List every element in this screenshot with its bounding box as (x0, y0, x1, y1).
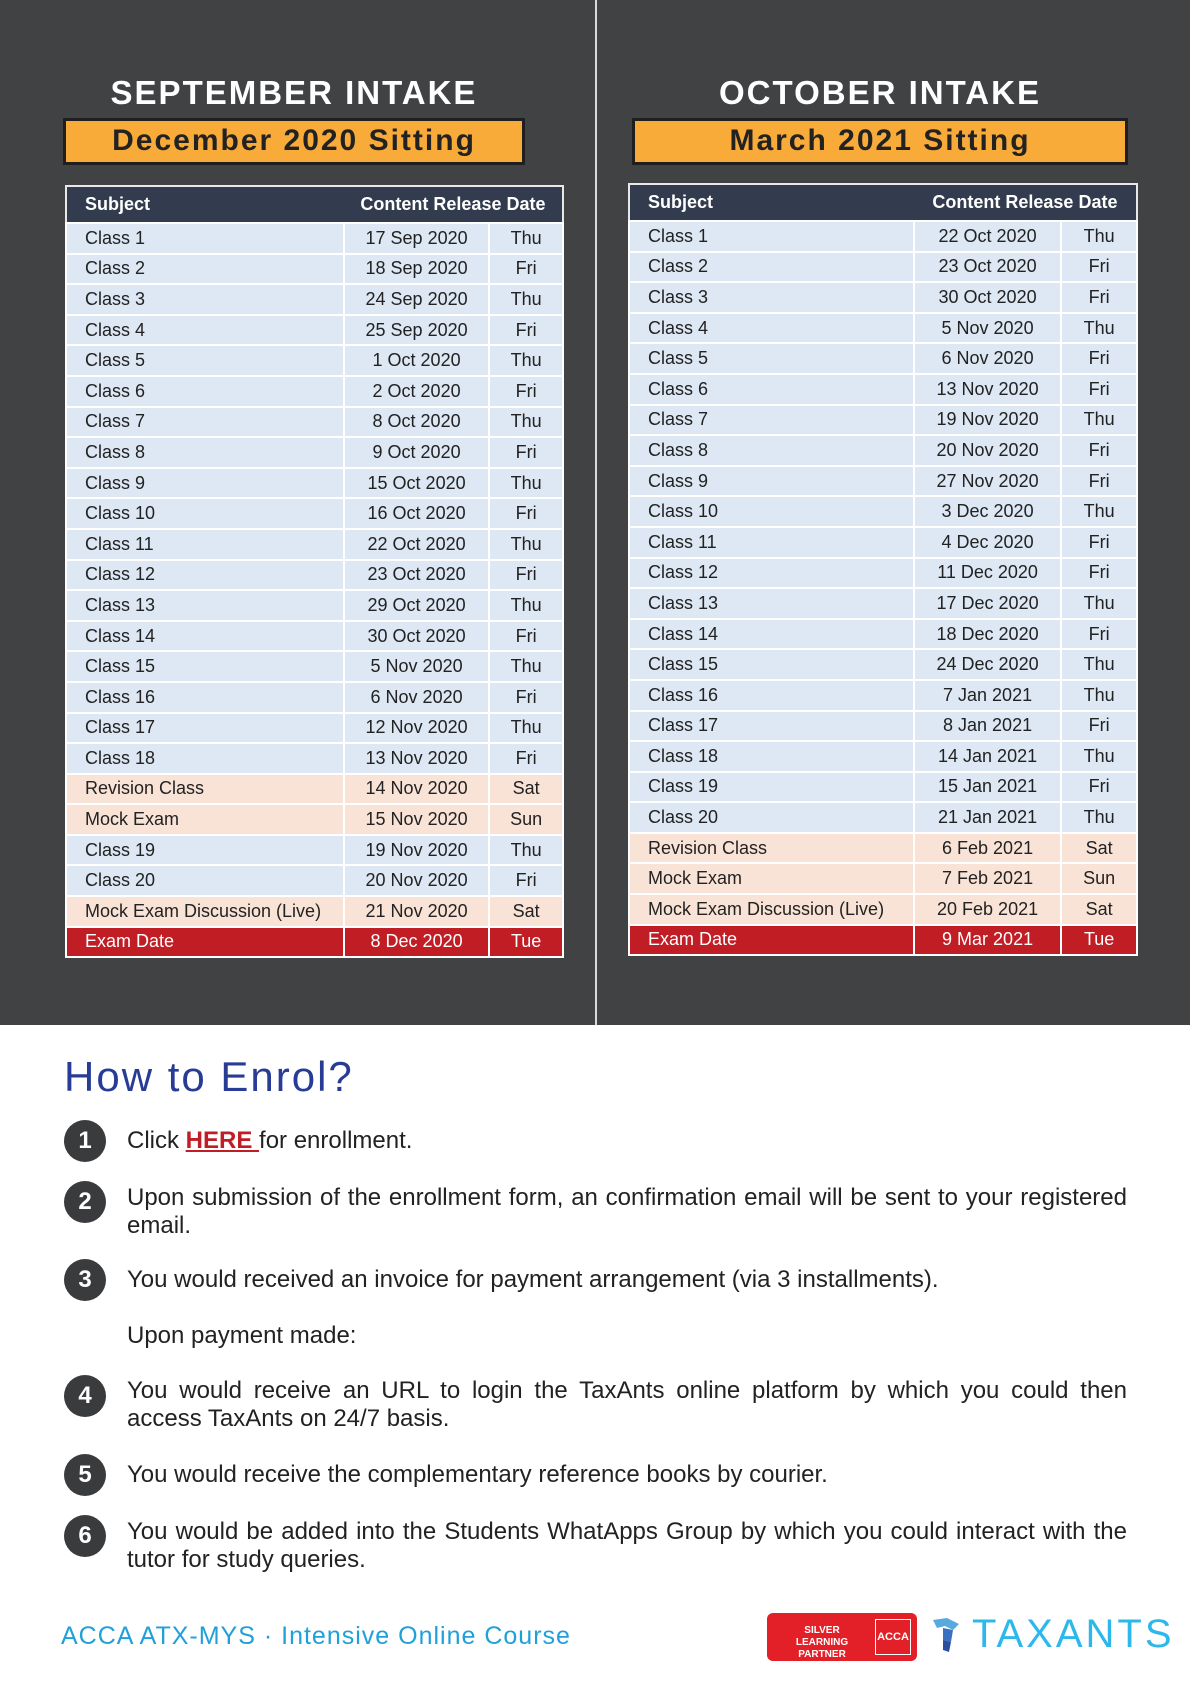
schedule-row (66, 621, 563, 652)
date-cell: 14 Nov 2020 (344, 774, 489, 805)
schedule-row (629, 221, 1137, 252)
date-cell: 30 Oct 2020 (344, 621, 489, 652)
schedule-row (66, 590, 563, 621)
schedule-row (66, 651, 563, 682)
subject-cell: Class 2 (629, 252, 914, 283)
subject-cell: Class 11 (66, 529, 344, 560)
subject-cell: Class 7 (66, 407, 344, 438)
date-cell: 25 Sep 2020 (344, 315, 489, 346)
date-cell: 14 Jan 2021 (914, 741, 1061, 772)
step-number-icon: 2 (64, 1181, 106, 1223)
day-cell: Tue (1061, 925, 1137, 956)
release-date-header: Content Release Date (914, 184, 1137, 221)
subject-cell: Class 16 (629, 680, 914, 711)
date-cell: 4 Dec 2020 (914, 527, 1061, 558)
schedule-row (66, 743, 563, 774)
day-cell: Thu (489, 713, 563, 744)
date-cell: 17 Dec 2020 (914, 588, 1061, 619)
date-cell: 23 Oct 2020 (344, 560, 489, 591)
date-cell: 21 Nov 2020 (344, 896, 489, 927)
date-cell: 23 Oct 2020 (914, 252, 1061, 283)
schedule-row (66, 529, 563, 560)
schedule-row (629, 772, 1137, 803)
date-cell: 8 Oct 2020 (344, 407, 489, 438)
schedule-row (629, 649, 1137, 680)
subject-cell: Exam Date (629, 925, 914, 956)
schedule-row (66, 682, 563, 713)
day-cell: Thu (489, 284, 563, 315)
step-text: You would received an invoice for payment arrangement (via 3 installments). (127, 1266, 939, 1293)
schedule-row (629, 252, 1137, 283)
date-cell: 3 Dec 2020 (914, 496, 1061, 527)
date-cell: 6 Feb 2021 (914, 833, 1061, 864)
day-cell: Thu (489, 223, 563, 254)
date-cell: 20 Nov 2020 (344, 865, 489, 896)
sitting-banner: March 2021 Sitting (632, 118, 1128, 165)
step-text: Upon submission of the enrollment form, an confirmation email will be sent to your registered email. (127, 1184, 1127, 1239)
schedule-row (629, 925, 1137, 956)
date-cell: 22 Oct 2020 (914, 221, 1061, 252)
day-cell: Thu (1061, 405, 1137, 436)
acca-logo: ACCA (875, 1619, 911, 1655)
step-number-icon: 6 (64, 1515, 106, 1557)
subject-cell: Revision Class (629, 833, 914, 864)
schedule-row (629, 374, 1137, 405)
day-cell: Thu (1061, 313, 1137, 344)
day-cell: Fri (489, 498, 563, 529)
subject-cell: Class 1 (66, 223, 344, 254)
date-cell: 5 Nov 2020 (914, 313, 1061, 344)
date-cell: 12 Nov 2020 (344, 713, 489, 744)
schedule-row (66, 223, 563, 254)
step-text: for enrollment. (259, 1127, 413, 1154)
date-cell: 15 Oct 2020 (344, 468, 489, 499)
subject-cell: Class 8 (629, 435, 914, 466)
subject-cell: Class 15 (629, 649, 914, 680)
day-cell: Sat (489, 896, 563, 927)
subject-cell: Class 8 (66, 437, 344, 468)
day-cell: Fri (1061, 435, 1137, 466)
schedule-row (66, 284, 563, 315)
subject-cell: Class 14 (629, 619, 914, 650)
date-cell: 13 Nov 2020 (344, 743, 489, 774)
schedule-row (66, 376, 563, 407)
subject-cell: Class 7 (629, 405, 914, 436)
subject-cell: Class 18 (66, 743, 344, 774)
subject-cell: Class 16 (66, 682, 344, 713)
schedule-row (629, 741, 1137, 772)
date-cell: 18 Sep 2020 (344, 254, 489, 285)
subject-cell: Class 12 (629, 558, 914, 589)
date-cell: 7 Jan 2021 (914, 680, 1061, 711)
step-text: You would be added into the Students WhatApps Group by which you could interact with the tutor for study queries. (127, 1518, 1127, 1573)
subject-header: Subject (66, 186, 344, 223)
subject-cell: Class 4 (629, 313, 914, 344)
badge-text: SILVER LEARNING PARTNER (795, 1625, 849, 1660)
day-cell: Fri (489, 743, 563, 774)
day-cell: Sun (489, 804, 563, 835)
day-cell: Tue (489, 927, 563, 958)
date-cell: 20 Feb 2021 (914, 894, 1061, 925)
schedule-row (629, 496, 1137, 527)
day-cell: Thu (489, 651, 563, 682)
step-text: You would receive the complementary reference books by courier. (127, 1461, 828, 1488)
schedule-row (66, 835, 563, 866)
day-cell: Thu (1061, 649, 1137, 680)
date-cell: 15 Jan 2021 (914, 772, 1061, 803)
day-cell: Fri (489, 682, 563, 713)
date-cell: 18 Dec 2020 (914, 619, 1061, 650)
day-cell: Thu (489, 407, 563, 438)
schedule-row (66, 315, 563, 346)
schedule-row (66, 560, 563, 591)
subject-cell: Class 3 (629, 282, 914, 313)
day-cell: Fri (489, 621, 563, 652)
subject-cell: Class 14 (66, 621, 344, 652)
schedule-row (66, 407, 563, 438)
schedule-row (629, 343, 1137, 374)
subject-cell: Class 17 (66, 713, 344, 744)
step-text: Click (127, 1127, 186, 1154)
enroll-here-link[interactable]: HERE (185, 1127, 260, 1154)
day-cell: Thu (1061, 588, 1137, 619)
schedule-row (629, 619, 1137, 650)
september-schedule-table (65, 185, 564, 958)
schedule-row (66, 254, 563, 285)
october-schedule-table (628, 183, 1138, 956)
subject-cell: Class 20 (629, 802, 914, 833)
subject-cell: Class 5 (66, 345, 344, 376)
day-cell: Fri (1061, 527, 1137, 558)
schedule-row (66, 896, 563, 927)
date-cell: 27 Nov 2020 (914, 466, 1061, 497)
subject-cell: Class 12 (66, 560, 344, 591)
day-cell: Thu (1061, 680, 1137, 711)
day-cell: Sat (1061, 833, 1137, 864)
day-cell: Thu (489, 468, 563, 499)
schedule-row (66, 713, 563, 744)
enrol-heading: How to Enrol? (64, 1053, 354, 1100)
date-cell: 20 Nov 2020 (914, 435, 1061, 466)
subject-cell: Class 9 (629, 466, 914, 497)
payment-note: Upon payment made: (127, 1322, 357, 1349)
date-cell: 11 Dec 2020 (914, 558, 1061, 589)
day-cell: Fri (1061, 374, 1137, 405)
day-cell: Thu (1061, 221, 1137, 252)
day-cell: Sat (1061, 894, 1137, 925)
subject-cell: Class 4 (66, 315, 344, 346)
date-cell: 15 Nov 2020 (344, 804, 489, 835)
day-cell: Sun (1061, 863, 1137, 894)
schedule-row (629, 588, 1137, 619)
day-cell: Thu (489, 835, 563, 866)
date-cell: 19 Nov 2020 (344, 835, 489, 866)
schedule-row (66, 437, 563, 468)
subject-cell: Class 10 (629, 496, 914, 527)
date-cell: 30 Oct 2020 (914, 282, 1061, 313)
schedule-row (66, 774, 563, 805)
taxants-brand: TAXANTS (972, 1612, 1175, 1656)
date-cell: 9 Oct 2020 (344, 437, 489, 468)
subject-cell: Class 2 (66, 254, 344, 285)
subject-cell: Class 1 (629, 221, 914, 252)
subject-cell: Class 9 (66, 468, 344, 499)
acca-partner-badge (767, 1613, 917, 1661)
subject-cell: Exam Date (66, 927, 344, 958)
subject-cell: Class 18 (629, 741, 914, 772)
subject-cell: Class 10 (66, 498, 344, 529)
day-cell: Fri (1061, 343, 1137, 374)
date-cell: 24 Dec 2020 (914, 649, 1061, 680)
schedule-row (629, 863, 1137, 894)
subject-cell: Class 5 (629, 343, 914, 374)
schedule-row (66, 345, 563, 376)
subject-cell: Class 13 (629, 588, 914, 619)
panel-divider (595, 0, 597, 1025)
step-number-icon: 3 (64, 1259, 106, 1301)
step-text: You would receive an URL to login the TaxAnts online platform by which you could then access TaxAnts on 24/7 basis. (127, 1377, 1127, 1432)
sitting-banner: December 2020 Sitting (63, 118, 525, 165)
date-cell: 8 Dec 2020 (344, 927, 489, 958)
day-cell: Thu (489, 345, 563, 376)
schedule-row (629, 802, 1137, 833)
schedule-row (629, 894, 1137, 925)
subject-cell: Mock Exam (66, 804, 344, 835)
intake-title: SEPTEMBER INTAKE (110, 74, 478, 111)
subject-cell: Mock Exam (629, 863, 914, 894)
subject-cell: Class 20 (66, 865, 344, 896)
step-number-icon: 5 (64, 1454, 106, 1496)
schedule-row (66, 804, 563, 835)
date-cell: 5 Nov 2020 (344, 651, 489, 682)
subject-cell: Class 13 (66, 590, 344, 621)
subject-cell: Class 19 (629, 772, 914, 803)
day-cell: Fri (1061, 252, 1137, 283)
day-cell: Thu (489, 590, 563, 621)
release-date-header: Content Release Date (344, 186, 563, 223)
schedule-row (629, 711, 1137, 742)
schedule-row (629, 405, 1137, 436)
step-number-icon: 4 (64, 1375, 106, 1417)
day-cell: Thu (1061, 741, 1137, 772)
schedule-row (629, 527, 1137, 558)
schedule-row (66, 498, 563, 529)
date-cell: 29 Oct 2020 (344, 590, 489, 621)
date-cell: 24 Sep 2020 (344, 284, 489, 315)
date-cell: 16 Oct 2020 (344, 498, 489, 529)
schedule-row (66, 927, 563, 958)
schedule-row (629, 558, 1137, 589)
subject-cell: Mock Exam Discussion (Live) (629, 894, 914, 925)
day-cell: Fri (1061, 619, 1137, 650)
date-cell: 17 Sep 2020 (344, 223, 489, 254)
subject-cell: Class 3 (66, 284, 344, 315)
day-cell: Fri (1061, 466, 1137, 497)
date-cell: 6 Nov 2020 (914, 343, 1061, 374)
date-cell: 21 Jan 2021 (914, 802, 1061, 833)
schedule-row (629, 282, 1137, 313)
intake-title: OCTOBER INTAKE (719, 74, 1041, 111)
schedule-row (629, 313, 1137, 344)
subject-cell: Class 15 (66, 651, 344, 682)
schedule-row (629, 680, 1137, 711)
day-cell: Fri (1061, 772, 1137, 803)
step-number-icon: 1 (64, 1120, 106, 1162)
date-cell: 9 Mar 2021 (914, 925, 1061, 956)
schedule-row (629, 466, 1137, 497)
schedule-row (66, 865, 563, 896)
day-cell: Fri (489, 437, 563, 468)
course-name: ACCA ATX-MYS · Intensive Online Course (61, 1622, 571, 1650)
day-cell: Thu (1061, 802, 1137, 833)
day-cell: Fri (489, 865, 563, 896)
date-cell: 2 Oct 2020 (344, 376, 489, 407)
date-cell: 19 Nov 2020 (914, 405, 1061, 436)
day-cell: Sat (489, 774, 563, 805)
subject-cell: Mock Exam Discussion (Live) (66, 896, 344, 927)
schedule-row (66, 468, 563, 499)
subject-header: Subject (629, 184, 914, 221)
date-cell: 1 Oct 2020 (344, 345, 489, 376)
day-cell: Thu (489, 529, 563, 560)
day-cell: Fri (489, 315, 563, 346)
day-cell: Fri (1061, 558, 1137, 589)
subject-cell: Class 6 (629, 374, 914, 405)
date-cell: 7 Feb 2021 (914, 863, 1061, 894)
subject-cell: Revision Class (66, 774, 344, 805)
date-cell: 8 Jan 2021 (914, 711, 1061, 742)
subject-cell: Class 11 (629, 527, 914, 558)
subject-cell: Class 17 (629, 711, 914, 742)
subject-cell: Class 6 (66, 376, 344, 407)
day-cell: Thu (1061, 496, 1137, 527)
schedule-row (629, 833, 1137, 864)
taxants-logo-icon (933, 1618, 959, 1652)
date-cell: 22 Oct 2020 (344, 529, 489, 560)
subject-cell: Class 19 (66, 835, 344, 866)
date-cell: 6 Nov 2020 (344, 682, 489, 713)
schedule-row (629, 435, 1137, 466)
date-cell: 13 Nov 2020 (914, 374, 1061, 405)
day-cell: Fri (489, 254, 563, 285)
day-cell: Fri (1061, 282, 1137, 313)
day-cell: Fri (489, 376, 563, 407)
day-cell: Fri (489, 560, 563, 591)
day-cell: Fri (1061, 711, 1137, 742)
